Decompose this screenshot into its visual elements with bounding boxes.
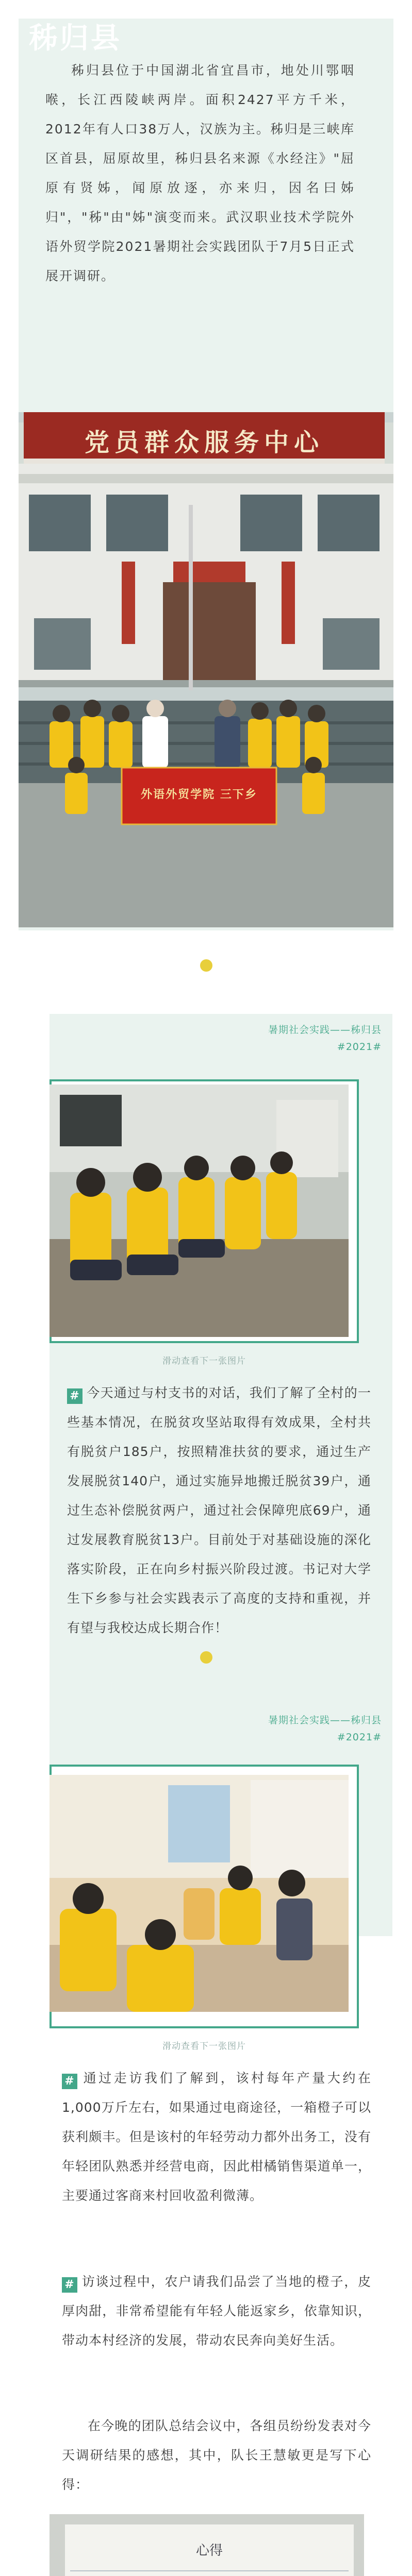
village-talk-text: 今天通过与村支书的对话，我们了解了全村的一些基本情况，在脱贫攻坚站取得有效成果，全村共有脱贫户185户，按照精准扶贫的要求，通过生产发展脱贫140户，通过实施异地搬迁脱贫39户，通过生态补偿脱贫两户，通过社会保障兜底69户，通过发展教育脱贫13户。目前处于对基础设施的深化落实阶段，正在向乡村振兴阶段过渡。书记对大学生下乡参与社会实践表示了高度的支持和重视，并有望与我校达成长期合作！ [67, 1385, 371, 1635]
village-visit-illustration [50, 1084, 349, 1337]
section-dot [200, 959, 212, 972]
farmer-interview-photo[interactable] [50, 1775, 349, 2012]
flag-text: 外语外贸学院 三下乡 [141, 788, 257, 801]
section-year: #2021# [337, 1732, 382, 1743]
service-center-photo[interactable] [19, 412, 393, 927]
intro-paragraph: 秭归县位于中国湖北省宜昌市，地处川鄂咽喉，长江西陵峡两岸。面积2427平方千米，2012年有人口38万人，汉族为主。秭归是三峡库区首县，屈原故里，秭归县名来源《水经注》"屈原有贤姊，闻原放逐，亦来归，因名曰姊归"，"秭"由"姊"演变而来。武汉职业技术学院外语外贸学院2021暑期社会实践团队于7月5日正式展开调研。 [45, 63, 355, 283]
hash-marker-icon: # [62, 2074, 77, 2089]
section-dot [200, 1651, 212, 1664]
income-text: 通过走访我们了解到，该村每年产量大约在1,000万斤左右，如果通过电商途径，一箱橙子可以获利颇丰。但是该村的年轻劳动力都外出务工，没有年轻团队熟悉并经营电商，因此柑橘销售渠道单一，主要通过客商来村回收盈利微薄。 [62, 2071, 371, 2203]
hash-marker-icon: # [67, 1388, 83, 1404]
service-center-illustration [19, 412, 393, 927]
interview-text: 访谈过程中，农户请我们品尝了当地的橙子，皮厚肉甜，非常希望能有年轻人能返家乡，依靠知识，带动本村经济的发展，带动农民奔向美好生活。 [62, 2274, 371, 2348]
village-talk-paragraph [67, 1378, 371, 1642]
section-label: 暑期社会实践——秭归县 [268, 1715, 382, 1726]
handwritten-note-photo[interactable] [50, 2514, 364, 2576]
section-label: 暑期社会实践——秭归县 [268, 1024, 382, 1036]
section-year: #2021# [337, 1041, 382, 1053]
interview-paragraph [62, 2267, 371, 2355]
hash-marker-icon: # [62, 2277, 77, 2293]
notebook-title: 心得 [195, 2543, 223, 2558]
banner-text: 党员群众服务中心 [84, 428, 324, 457]
income-paragraph [62, 2063, 371, 2210]
village-visit-photo[interactable] [50, 1084, 349, 1337]
photo-caption: 滑动查看下一张图片 [162, 1356, 246, 1366]
photo-caption: 滑动查看下一张图片 [162, 2041, 246, 2052]
page-title: 秭归县 [29, 22, 122, 55]
meeting-paragraph: 在今晚的团队总结会议中，各组员纷纷发表对今天调研结果的感想，其中，队长王慧敏更是写下心得： [62, 2418, 371, 2492]
farmer-interview-illustration [50, 1775, 349, 2012]
